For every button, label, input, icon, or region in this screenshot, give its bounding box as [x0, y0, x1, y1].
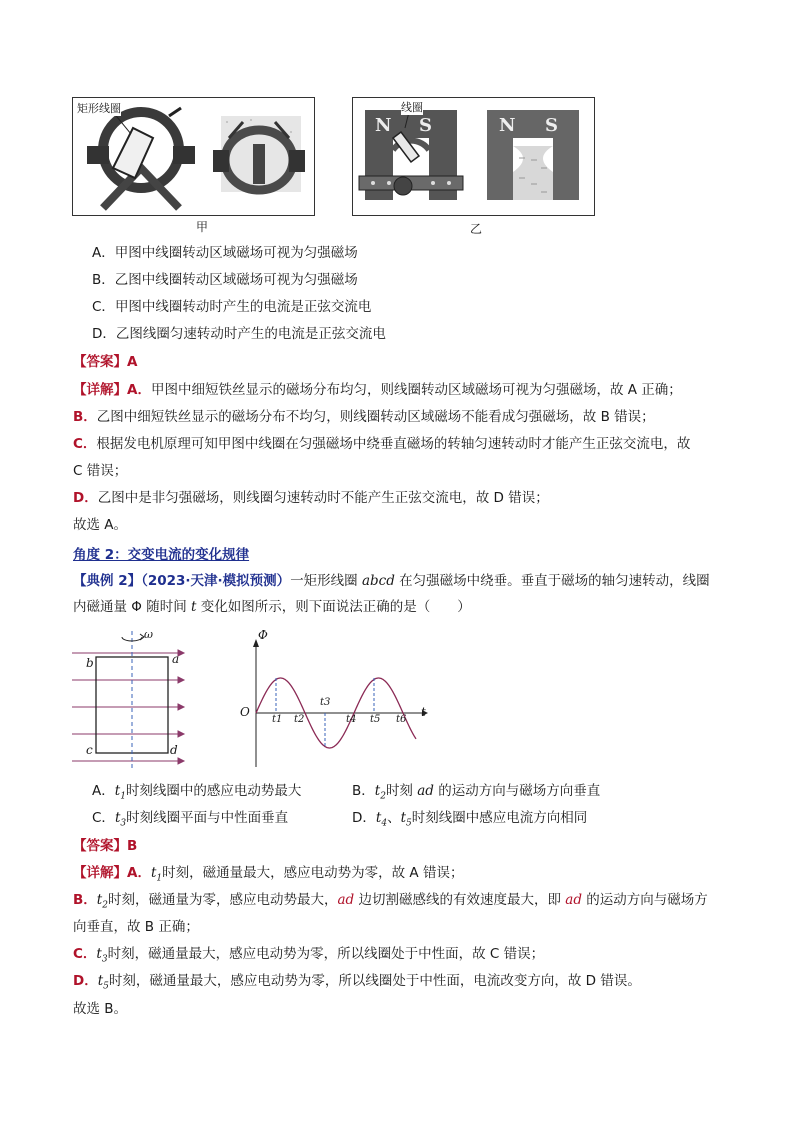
corner-c: c: [86, 743, 93, 757]
tick-t2: t2: [294, 714, 305, 725]
figure-yi: [352, 97, 595, 216]
q1-option-b: B．乙图中线圈转动区域磁场可视为匀强磁场: [92, 272, 358, 288]
q2-option-c: C．$t_3$时刻线圈平面与中性面垂直: [92, 810, 289, 829]
tick-t3: t3: [320, 697, 331, 708]
corner-b: b: [86, 656, 94, 670]
q2-detail-b-cont: 向垂直，故 B 正确；: [73, 919, 199, 935]
q1-detail-d: D．乙图中是非匀强磁场，则线圈匀速转动时不能产生正弦交流电，故 D 错误；: [73, 490, 549, 506]
caption-jia: 甲: [196, 220, 209, 234]
axis-label-t: t: [421, 705, 426, 719]
origin-label: O: [240, 705, 250, 719]
q1-detail-b: B．乙图中细短铁丝显示的磁场分布不均匀，则线圈转动区域磁场不能看成匀强磁场，故 B 错误；: [73, 409, 655, 425]
tick-t6: t6: [396, 714, 407, 725]
q1-detail-c-cont: C 错误；: [73, 463, 128, 479]
q1-option-d: D．乙图线圈匀速转动时产生的电流是正弦交流电: [92, 326, 386, 342]
axis-label-phi: Φ: [258, 628, 268, 642]
q2-stem-line2: 内磁通量 Φ 随时间 t 变化如图所示，则下面说法正确的是（ ）: [73, 599, 471, 615]
corner-d: d: [170, 743, 178, 757]
q2-detail-a: 【详解】A．$t_1$时刻，磁通量最大，感应电动势为零，故 A 错误；: [73, 865, 464, 884]
q2-detail-c: C．$t_3$时刻，磁通量最大，感应电动势为零，所以线圈处于中性面，故 C 错误；: [73, 946, 545, 965]
q1-conclusion: 故选 A。: [73, 517, 128, 533]
magnet-left-n: N: [375, 115, 392, 136]
caption-yi: 乙: [470, 222, 483, 236]
tick-t4: t4: [346, 714, 357, 725]
label-coil: 矩形线圈: [77, 102, 121, 115]
magnet-right-n: N: [499, 115, 516, 136]
corner-a: a: [172, 652, 180, 666]
q2-answer: 【答案】B: [73, 838, 138, 854]
label-coil-yi: 线圈: [401, 101, 423, 114]
q1-option-a: A．甲图中线圈转动区域磁场可视为匀强磁场: [92, 245, 358, 261]
q2-detail-b: B．$t_2$时刻，磁通量为零，感应电动势最大，ad 边切割磁感线的有效速度最大，即 ad 的运动方向与磁场方: [73, 892, 708, 911]
label-omega: ω: [144, 628, 153, 641]
tick-t5: t5: [370, 714, 381, 725]
magnet-right-s: S: [545, 115, 558, 136]
q2-figure: [70, 625, 440, 775]
q1-answer: 【答案】A: [73, 354, 138, 370]
q2-option-b: B．$t_2$时刻 ad 的运动方向与磁场方向垂直: [352, 783, 601, 802]
q2-option-d: D．$t_4$、$t_5$时刻线圈中感应电流方向相同: [352, 810, 588, 829]
tick-t1: t1: [272, 714, 283, 725]
q2-option-a: A．$t_1$时刻线圈中的感应电动势最大: [92, 783, 302, 802]
q2-detail-d: D．$t_5$时刻，磁通量最大，感应电动势为零，所以线圈处于中性面，电流改变方向，故 D 错误。: [73, 973, 641, 992]
magnet-left-s: S: [419, 115, 432, 136]
q1-detail-a: 【详解】A．甲图中细短铁丝显示的磁场分布均匀，则线圈转动区域磁场可视为匀强磁场，故 A 正确；: [73, 382, 682, 398]
q2-conclusion: 故选 B。: [73, 1001, 128, 1017]
q2-stem-line1: 【典例 2】（2023·天津·模拟预测）一矩形线圈 abcd 在匀强磁场中绕垂。垂直于磁场的轴匀速转动，线圈: [73, 573, 710, 589]
q1-option-c: C．甲图中线圈转动时产生的电流是正弦交流电: [92, 299, 372, 315]
section-heading: 角度 2：交变电流的变化规律: [73, 547, 250, 563]
q1-detail-c: C．根据发电机原理可知甲图中线圈在匀强磁场中绕垂直磁场的转轴匀速转动时才能产生正弦交流电，故: [73, 436, 691, 452]
figure-jia: [72, 97, 315, 216]
